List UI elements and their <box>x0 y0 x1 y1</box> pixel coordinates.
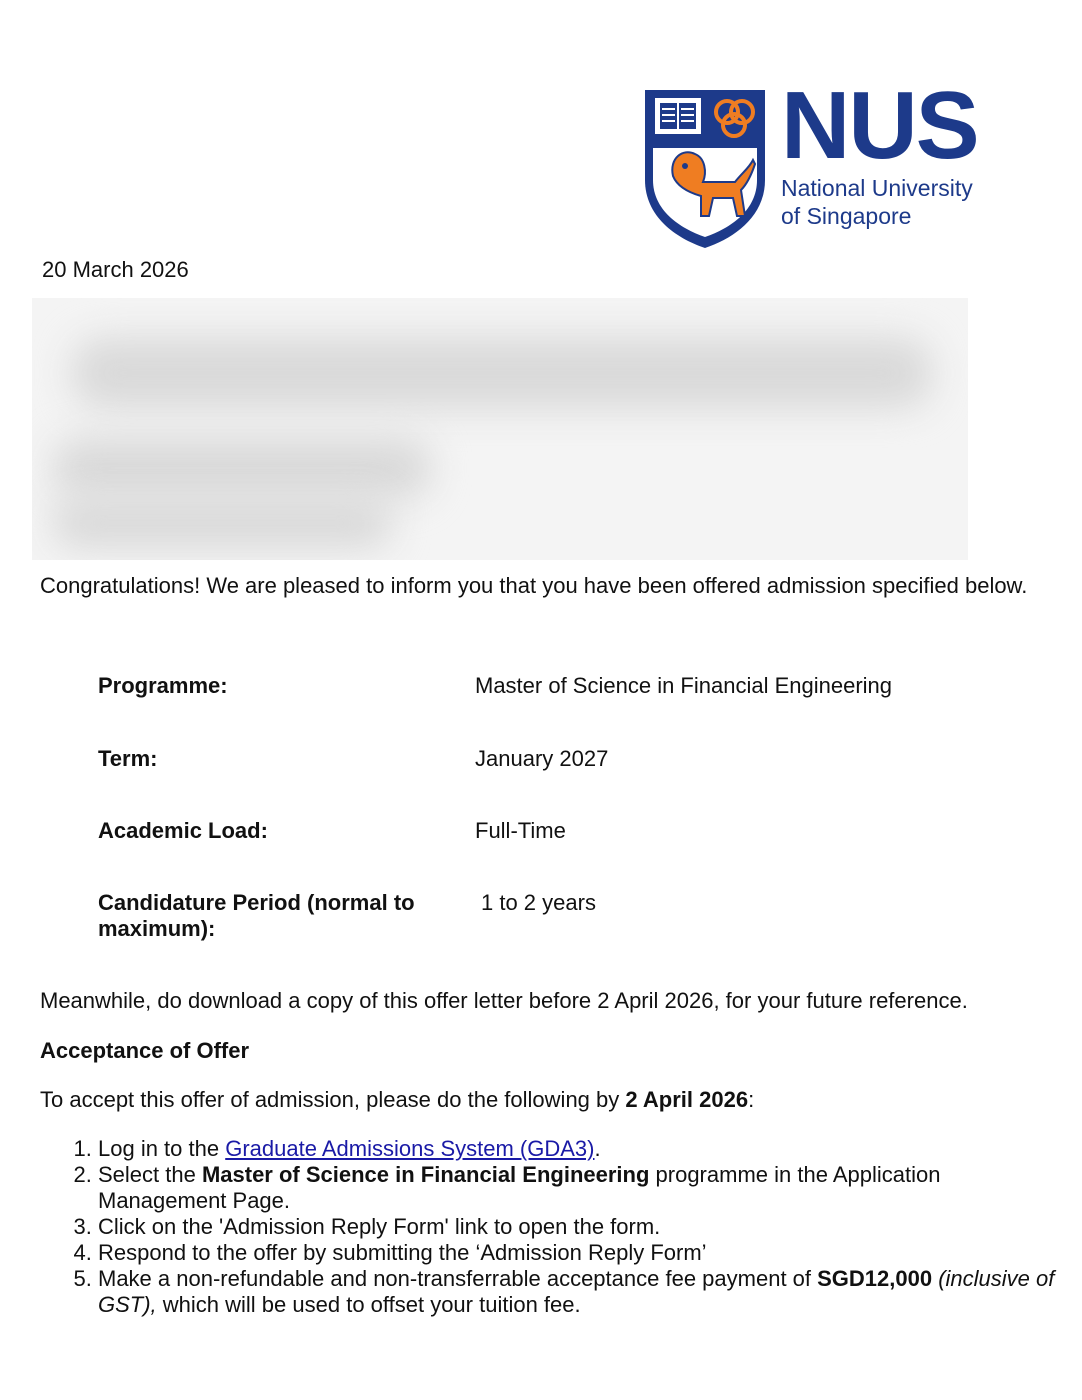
acceptance-deadline: 2 April 2026 <box>625 1087 749 1112</box>
candidature-period-value: 1 to 2 years <box>481 890 596 915</box>
term-value: January 2027 <box>475 746 609 771</box>
university-name-line2: of Singapore <box>781 203 912 229</box>
nus-wordmark: NUS <box>781 72 978 179</box>
step-5-text: Make a non-refundable and non-transferrable acceptance fee payment of <box>98 1266 818 1291</box>
step-5-fee: SGD12,000 <box>817 1266 933 1291</box>
download-note: Meanwhile, do download a copy of this offer letter before 2 April 2026, for your future reference. <box>40 988 968 1013</box>
university-name-line1: National University <box>781 175 973 201</box>
congratulations-paragraph: Congratulations! We are pleased to inform you that you have been offered admission specified below. <box>40 573 1028 598</box>
acceptance-heading: Acceptance of Offer <box>40 1038 250 1063</box>
programme-value: Master of Science in Financial Engineering <box>475 673 893 698</box>
academic-load-label: Academic Load: <box>98 818 268 843</box>
acceptance-steps <box>58 1136 1068 1318</box>
acceptance-intro <box>40 1087 1040 1113</box>
step-4 <box>98 1240 1068 1266</box>
nus-logo <box>643 72 1003 251</box>
letter-date: 20 March 2026 <box>42 257 189 282</box>
acceptance-intro-text: To accept this offer of admission, please do the following by <box>40 1087 626 1112</box>
step-2-programme: Master of Science in Financial Engineering <box>201 1162 650 1187</box>
term-label: Term: <box>98 746 158 771</box>
step-2-text: Select the <box>98 1162 202 1187</box>
academic-load-value: Full-Time <box>475 818 566 843</box>
candidature-period-label: Candidature Period (normal to maximum): <box>98 890 415 941</box>
step-1-period: . <box>594 1136 601 1161</box>
step-1-text: Log in to the <box>98 1136 226 1161</box>
redacted-recipient-block <box>32 298 968 560</box>
step-1 <box>98 1136 1068 1162</box>
step-5 <box>98 1266 1068 1318</box>
step-3 <box>98 1214 1068 1240</box>
university-name <box>781 174 973 230</box>
gda3-link[interactable]: Graduate Admissions System (GDA3) <box>225 1136 595 1161</box>
step-3-text: Click on the 'Admission Reply Form' link to open the form. <box>98 1214 661 1239</box>
step-2 <box>98 1162 1068 1214</box>
acceptance-intro-colon: : <box>748 1087 755 1112</box>
step-4-text: Respond to the offer by submitting the ‘Admission Reply Form’ <box>98 1240 707 1265</box>
step-5-suffix: which will be used to offset your tuition fee. <box>156 1292 581 1317</box>
step-2-suffix: programme in the Application Management Page. <box>98 1162 941 1213</box>
programme-label: Programme: <box>98 673 228 698</box>
nus-crest-icon <box>643 88 767 250</box>
step-5-gst: (inclusive of GST), <box>98 1266 1055 1317</box>
